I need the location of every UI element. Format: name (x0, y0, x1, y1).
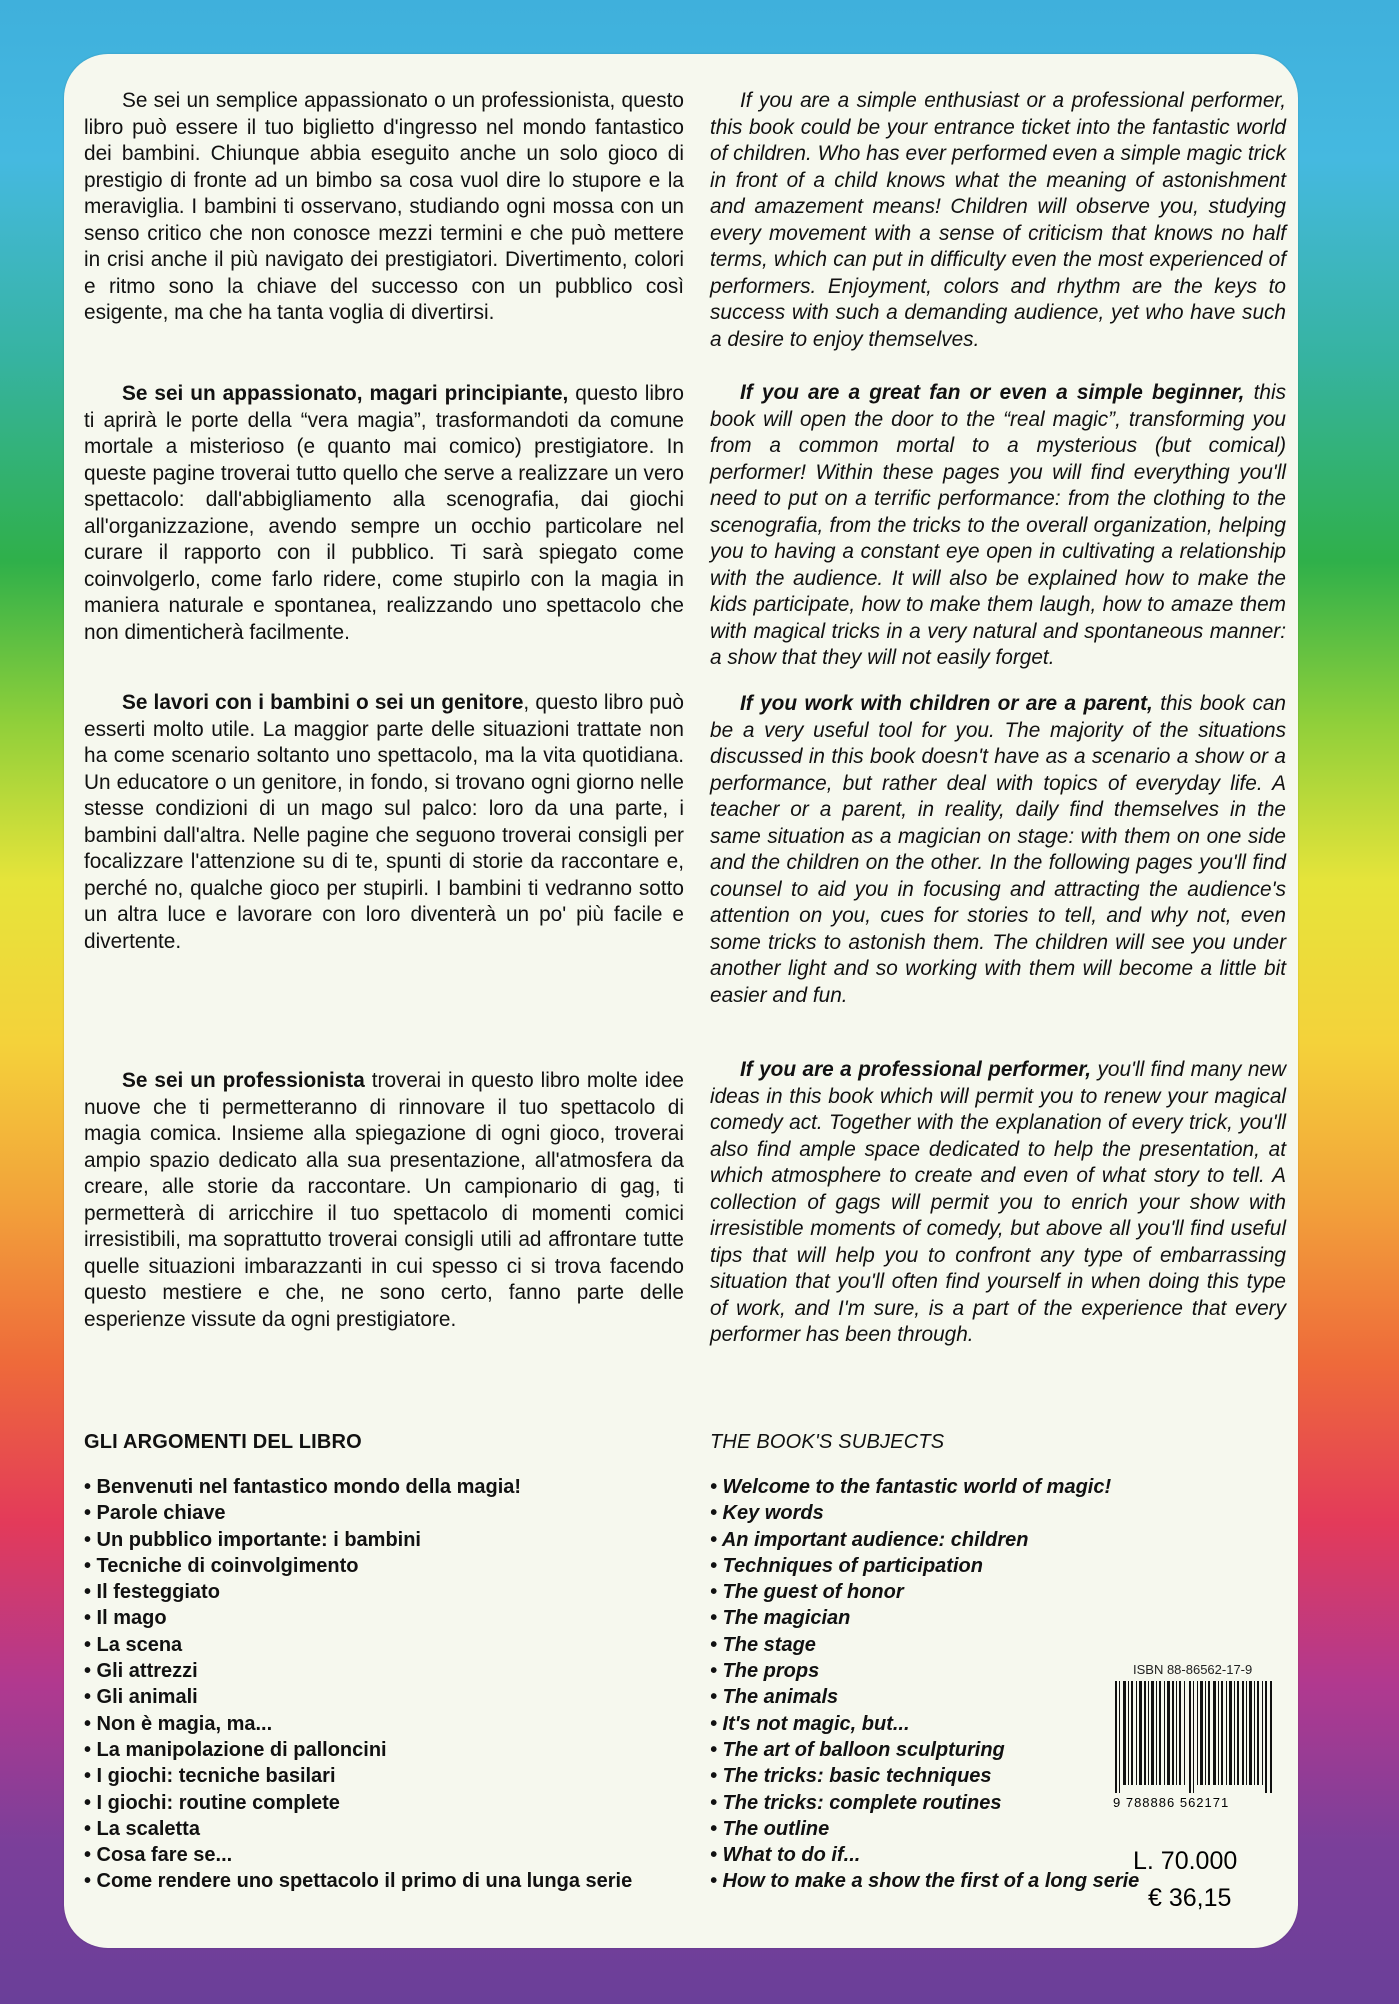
list-item: • La manipolazione di palloncini (84, 1738, 387, 1761)
list-item: • An important audience: children (710, 1528, 1029, 1551)
italian-subjects (84, 1431, 632, 1895)
italian-paragraph-3-lead: Se lavori con i bambini o sei un genitore (122, 691, 524, 714)
barcode-icon (1113, 1681, 1277, 1793)
list-item: • Gli animali (84, 1686, 198, 1709)
italian-paragraph-3 (84, 690, 684, 955)
list-item: • Come rendere uno spettacolo il primo di una lunga serie (84, 1870, 633, 1893)
list-item: • The stage (710, 1633, 816, 1656)
italian-paragraph-2-lead: Se sei un appassionato, magari principiante, (122, 382, 569, 405)
list-item: • La scaletta (84, 1817, 200, 1840)
english-paragraph-3-lead: If you work with children or are a parent, (740, 692, 1153, 715)
list-item: • Parole chiave (84, 1502, 226, 1525)
italian-paragraph-2 (84, 381, 684, 646)
list-item: • The guest of honor (710, 1581, 904, 1604)
english-paragraph-4-body: you'll find many new ideas in this book which will permit you to renew your magical comedy act. Together with the explanation of every trick, you'll also find ample space dedicated to help the presentation, at which atmosphere to create and even of what story to tell. A collection of gags will permit you to enrich your show with irresistible moments of comedy, but above all you'll find useful tips that will help you to confront any type of embarrassing situation that you'll often find yourself in when doing this type of work, and I'm sure, is a part of the experience that every performer has been through. (710, 1058, 1286, 1346)
list-item: • Cosa fare se... (84, 1844, 233, 1867)
italian-paragraph-1: Se sei un semplice appassionato o un professionista, questo libro può essere il tuo biglietto d'ingresso nel mondo fantastico dei bambini. Chiunque abbia eseguito anche un solo gioco di prestigio di fronte ad un bimbo sa cosa vuol dire lo stupore e la meraviglia. I bambini ti osservano, studiando ogni mossa con un senso critico che non conosce mezzi termini e che può mettere in crisi anche il più navigato dei prestigiatori. Divertimento, colori e ritmo sono la chiave del successo con un pubblico così esigente, ma che ha tanta voglia di divertirsi. (84, 89, 684, 324)
italian-paragraph-4 (84, 1068, 684, 1333)
list-item: • Gli attrezzi (84, 1660, 198, 1683)
list-item: • Il festeggiato (84, 1581, 220, 1604)
list-item: • Non è magia, ma... (84, 1712, 273, 1735)
list-item: • What to do if... (710, 1844, 861, 1867)
list-item: • Techniques of participation (710, 1554, 983, 1577)
italian-paragraph-2-body: questo libro ti aprirà le porte della “vera magia”, trasformandoti da comune mortale a misterioso (e quanto mai comico) prestigiatore. In queste pagine troverai tutto quello che serve a realizzare un vero spettacolo: dall'abbigliamento alla scenografia, dai giochi all'organizzazione, avendo sempre un occhio particolare nel curare il rapporto con il pubblico. Ti sarà spiegato come coinvolgerlo, come farlo ridere, come stupirlo con la magia in maniera naturale e spontanea, realizzando uno spettacolo che non dimenticherà facilmente. (84, 382, 685, 644)
italian-subjects-list (84, 1474, 632, 1895)
barcode-block (1047, 1662, 1287, 1810)
english-subjects-heading: THE BOOK'S SUBJECTS (710, 1431, 945, 1453)
list-item: • It's not magic, but... (710, 1712, 910, 1735)
list-item: • I giochi: routine complete (84, 1791, 340, 1814)
italian-subjects-heading: GLI ARGOMENTI DEL LIBRO (84, 1431, 362, 1453)
list-item: • Un pubblico importante: i bambini (84, 1528, 421, 1551)
list-item: • The art of balloon sculpturing (710, 1738, 1005, 1761)
english-paragraph-2-body: this book will open the door to the “real magic”, transforming you from a common mortal to a mysterious (but comical) performer! Within these pages you will find everything you'll need to put on a terrific performance: from the clothing to the scenografia, from the tricks to the overall organization, helping you to having a constant eye open in cultivating a relationship with the audience. It will also be explained how to make the kids participate, how to make them laugh, how to amaze them with magical tricks in a very natural and spontaneous manner: a show that they will not easily forget. (710, 381, 1286, 669)
list-item: • Tecniche di coinvolgimento (84, 1554, 359, 1577)
english-paragraph-1: If you are a simple enthusiast or a professional performer, this book could be your entrance ticket into the fantastic world of children. Who has ever performed even a simple magic trick in front of a child knows what the meaning of astonishment and amazement means! Children will observe you, studying every movement with a sense of criticism that knows no half terms, which can put in difficulty even the most experienced of performers. Enjoyment, colors and rhythm are the keys to success with such a demanding audience, yet who have such a desire to enjoy themselves. (710, 89, 1286, 351)
list-item: • La scena (84, 1633, 183, 1656)
italian-paragraph-4-body: troverai in questo libro molte idee nuove che ti permetteranno di rinnovare il tuo spettacolo di magia comica. Insieme alla spiegazione di ogni gioco, troverai ampio spazio dedicato alla sua presentazione, all'atmosfera da creare, alle storie da raccontare. Un campionario di gag, ti permetterà di arricchire il tuo spettacolo di momenti comici irresistibili, ma soprattutto troverai consigli utili ad affrontare tutte quelle situazioni imbarazzanti in cui spesso ci si trova facendo questo mestiere e che, ne sono certo, fanno parte delle esperienze vissute da ogni prestigiatore. (84, 1069, 684, 1331)
list-item: • Welcome to the fantastic world of magic! (710, 1476, 1112, 1498)
italian-paragraph-3-body: , questo libro può esserti molto utile. La maggior parte delle situazioni trattate non ha come scenario soltanto uno spettacolo, ma la vita quotidiana. Un educatore o un genitore, in fondo, si trovano ogni giorno nelle stesse condizioni di un mago sul palco: loro da una parte, i bambini dall'altra. Nelle pagine che seguono troverai consigli per focalizzare l'attenzione su di te, spunti di storie da raccontare e, perché no, qualche gioco per stupirli. I bambini ti vedranno sotto un altra luce e lavorare con loro diventerà un po' più facile e divertente. (84, 691, 684, 953)
english-paragraph-4-lead: If you are a professional performer, (740, 1058, 1092, 1081)
price-euro: € 36,15 (1148, 1884, 1232, 1912)
list-item: • Il mago (84, 1607, 167, 1630)
english-paragraph-2-lead: If you are a great fan or even a simple beginner, (740, 381, 1245, 404)
english-paragraph-4 (710, 1057, 1286, 1349)
english-paragraph-3 (710, 691, 1286, 1009)
list-item: • Benvenuti nel fantastico mondo della magia! (84, 1476, 522, 1498)
list-item: • How to make a show the first of a long serie (710, 1870, 1140, 1893)
list-item: • I giochi: tecniche basilari (84, 1765, 336, 1788)
list-item: • The animals (710, 1686, 839, 1709)
list-item: • The outline (710, 1817, 830, 1840)
english-paragraph-2 (710, 380, 1286, 672)
english-paragraph-3-body: this book can be a very useful tool for you. The majority of the situations discussed in this book doesn't have as a scenario a show or a performance, but rather deal with topics of everyday life. A teacher or a parent, in reality, daily find themselves in the same situation as a magician on stage: with them on one side and the children on the other. In the following pages you'll find counsel to aid you in focusing and attracting the audience's attention on you, cues for stories to tell, and why not, even some tricks to astonish them. The children will see you under another light and so working with them will become a little bit easier and fun. (710, 692, 1287, 1007)
list-item: • The tricks: basic techniques (710, 1765, 992, 1788)
list-item: • Key words (710, 1502, 824, 1525)
list-item: • The props (710, 1660, 820, 1683)
isbn-label: ISBN 88-86562-17-9 (1133, 1662, 1253, 1677)
list-item: • The magician (710, 1607, 851, 1630)
italian-paragraph-4-lead: Se sei un professionista (122, 1069, 365, 1092)
price-lire: L. 70.000 (1133, 1847, 1238, 1875)
ean-number: 9 788886 562171 (1113, 1795, 1230, 1810)
list-item: • The tricks: complete routines (710, 1791, 1002, 1814)
